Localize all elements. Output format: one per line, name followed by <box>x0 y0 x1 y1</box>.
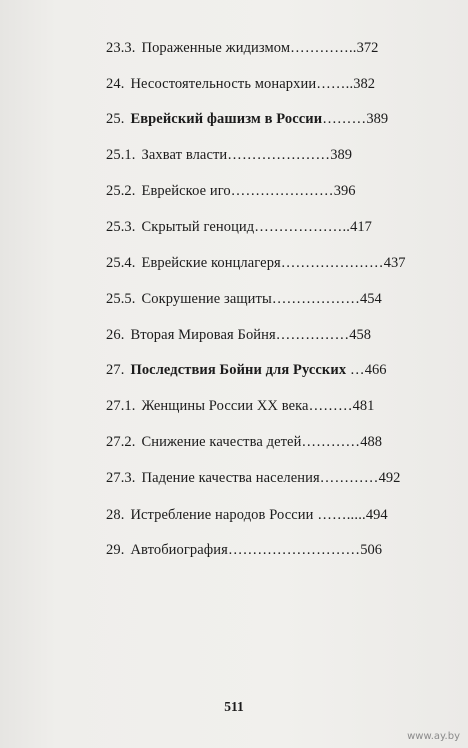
toc-entry-title: Пораженные жидизмом <box>141 40 291 56</box>
toc-entry-leader: …….. <box>316 76 354 92</box>
toc-entry-5 <box>106 215 372 239</box>
toc-entry-number: 25. <box>106 111 125 127</box>
toc-entry-number: 25.3. <box>106 219 136 235</box>
toc-entry-number: 27.3. <box>106 470 136 486</box>
toc-entry-page: 389 <box>330 147 352 163</box>
toc-entry-page: 481 <box>352 398 375 414</box>
toc-entry-title: Падение качества населения <box>141 470 320 486</box>
toc-entry-number: 27. <box>106 362 125 378</box>
toc-entry-title: Несостоятельность монархии <box>130 76 317 92</box>
toc-entry-14 <box>106 538 382 562</box>
toc-entry-title: Еврейское иго <box>141 183 231 199</box>
toc-entry-number: 27.1. <box>106 398 136 414</box>
toc-entry-11 <box>106 430 382 454</box>
toc-entry-number: 26. <box>106 327 125 343</box>
toc-entry-1 <box>106 72 375 96</box>
toc-entry-title: Автобиография <box>130 542 228 558</box>
toc-entry-leader: ……… <box>308 398 353 414</box>
toc-entry-title: Снижение качества детей <box>141 434 302 450</box>
toc-entry-leader: ………………… <box>227 147 331 163</box>
toc-entry-title: Вторая Мировая Бойня <box>130 327 276 343</box>
toc-entry-page: 458 <box>349 327 372 343</box>
toc-entry-leader: ……………….. <box>254 219 351 235</box>
page-number: 511 <box>224 699 244 714</box>
watermark: www.ay.by <box>407 731 460 742</box>
toc-entry-page: 382 <box>353 76 376 92</box>
toc-entry-9 <box>106 358 386 382</box>
toc-entry-number: 23.3. <box>106 40 136 56</box>
toc-entry-title: Еврейские концлагеря <box>141 255 281 271</box>
toc-entry-title: Женщины России XX века <box>141 398 309 414</box>
toc-entry-leader: ………………… <box>230 183 334 199</box>
toc-entry-title: Последствия Бойни для Русских <box>130 362 347 378</box>
toc-entry-4 <box>106 179 355 203</box>
toc-entry-leader: …………… <box>275 327 350 343</box>
toc-entry-13 <box>106 503 388 527</box>
toc-entry-6 <box>106 251 405 275</box>
toc-entry-page: 492 <box>378 470 401 486</box>
toc-entry-10 <box>106 394 374 418</box>
toc-entry-page: 466 <box>364 362 387 378</box>
toc-entry-page: 488 <box>360 434 383 450</box>
toc-entry-title: Захват власти <box>141 147 228 163</box>
toc-entry-title: Скрытый геноцид <box>141 219 255 235</box>
toc-entry-number: 25.2. <box>106 183 136 199</box>
toc-entry-title: Еврейский фашизм в России <box>130 111 323 127</box>
toc-entry-number: 29. <box>106 542 125 558</box>
toc-entry-8 <box>106 323 371 347</box>
toc-entry-leader: ……… <box>322 111 367 127</box>
toc-entry-number: 25.4. <box>106 255 136 271</box>
toc-entry-number: 28. <box>106 507 125 523</box>
toc-entry-leader: … <box>346 362 365 378</box>
toc-entry-page: 396 <box>333 183 356 199</box>
toc-entry-3 <box>106 143 352 167</box>
toc-entry-number: 27.2. <box>106 434 136 450</box>
toc-entry-title: Истребление народов России <box>130 507 314 523</box>
toc-entry-12 <box>106 466 400 490</box>
toc-entry-7 <box>106 287 382 311</box>
toc-entry-page: 454 <box>360 291 382 307</box>
toc-entry-page: 389 <box>366 111 389 127</box>
toc-entry-page: 494 <box>365 507 388 523</box>
toc-entry-page: 417 <box>350 219 372 235</box>
toc-entry-page: 437 <box>383 255 406 271</box>
toc-entry-leader: ……………………… <box>227 542 361 558</box>
toc-entry-leader: ………….. <box>290 40 357 56</box>
toc-entry-2 <box>106 107 388 131</box>
toc-entry-title: Сокрушение защиты <box>141 291 272 307</box>
toc-entry-0 <box>106 36 378 60</box>
toc-entry-leader: ………………… <box>280 255 384 271</box>
toc-entry-page: 506 <box>360 542 382 558</box>
toc-entry-leader: ……………… <box>271 291 361 307</box>
toc-entry-number: 25.5. <box>106 291 136 307</box>
toc-entry-leader: ……..... <box>313 507 366 523</box>
toc-entry-number: 24. <box>106 76 125 92</box>
toc-entry-leader: ………… <box>301 434 361 450</box>
toc-entry-number: 25.1. <box>106 147 136 163</box>
toc-entry-page: 372 <box>356 40 379 56</box>
toc-entry-leader: ………… <box>319 470 379 486</box>
